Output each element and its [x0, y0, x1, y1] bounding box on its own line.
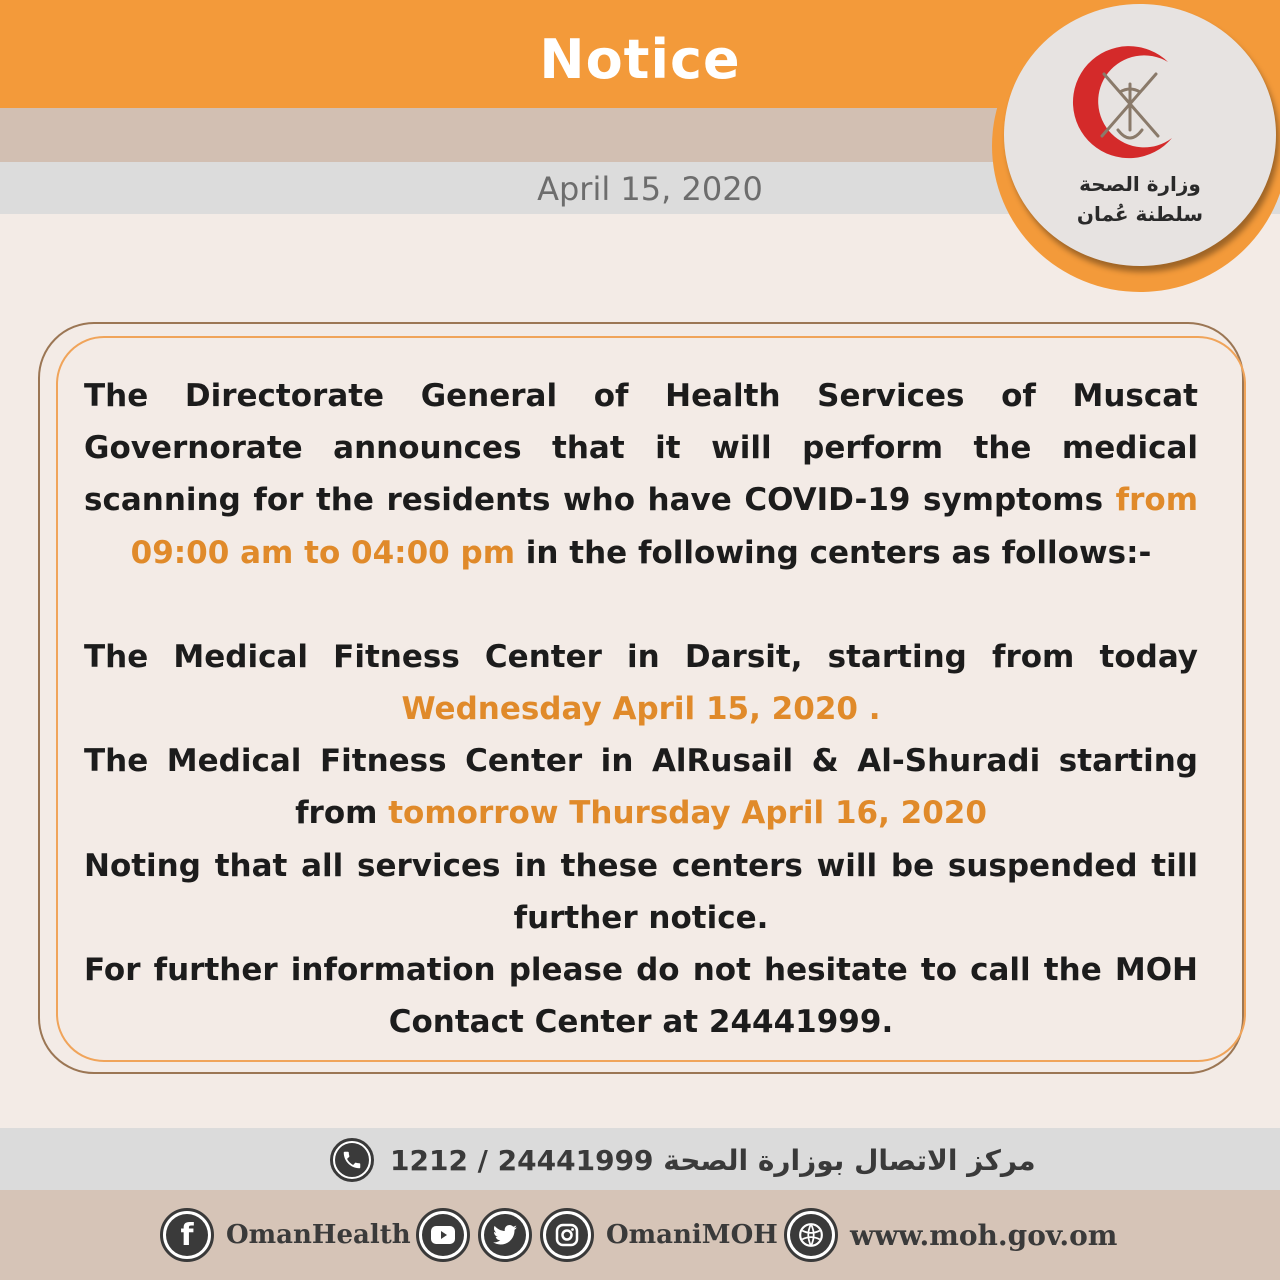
- notice-date: April 15, 2020: [537, 170, 763, 208]
- notice-paragraph-intro: The Directorate General of Health Services of Muscat Governorate announces that it will perform the medical scanning for the residents who have COVID-19 symptoms from 09:00 am to 04:00 pm in the following centers as follows:-: [84, 378, 1198, 571]
- notice-paragraph-alrusail: The Medical Fitness Center in AlRusail & Al-Shuradi starting from tomorrow Thursday April 16, 2020: [84, 743, 1198, 832]
- social-handle: OmaniMOH: [606, 1220, 778, 1250]
- darsit-date-highlight: Wednesday April 15, 2020 .: [401, 691, 881, 728]
- website-url: www.moh.gov.om: [850, 1218, 1118, 1252]
- instagram-icon[interactable]: [540, 1208, 594, 1262]
- facebook-handle: OmanHealth: [226, 1220, 411, 1250]
- contact-center-text: مركز الاتصال بوزارة الصحة 24441999 / 1212: [390, 1143, 1036, 1177]
- notice-body: [84, 370, 1198, 1048]
- youtube-icon[interactable]: [416, 1208, 470, 1262]
- globe-icon: [784, 1208, 838, 1262]
- social-links[interactable]: [416, 1208, 778, 1262]
- alrusail-date-highlight: tomorrow Thursday April 16, 2020: [388, 795, 987, 832]
- page-title: Notice: [539, 28, 741, 91]
- phone-icon: [330, 1138, 374, 1182]
- facebook-icon: f: [160, 1208, 214, 1262]
- notice-paragraph-contact: For further information please do not hesitate to call the MOH Contact Center at 24441999.: [84, 952, 1198, 1041]
- logo-text-ministry: وزارة الصحة: [1079, 172, 1201, 196]
- logo-text-sultanate: سلطنة عُمان: [1076, 202, 1204, 226]
- hours-highlight: from 09:00 am to 04:00 pm: [130, 482, 1198, 571]
- ministry-emblem-icon: [1060, 34, 1200, 174]
- website-link[interactable]: [784, 1208, 1117, 1262]
- twitter-icon[interactable]: [478, 1208, 532, 1262]
- facebook-link[interactable]: [160, 1208, 411, 1262]
- contact-center-line[interactable]: [330, 1136, 1036, 1184]
- notice-paragraph-darsit: The Medical Fitness Center in Darsit, starting from today Wednesday April 15, 2020 .: [84, 638, 1198, 728]
- notice-paragraph-suspension: Noting that all services in these centers will be suspended till further notice.: [84, 847, 1198, 936]
